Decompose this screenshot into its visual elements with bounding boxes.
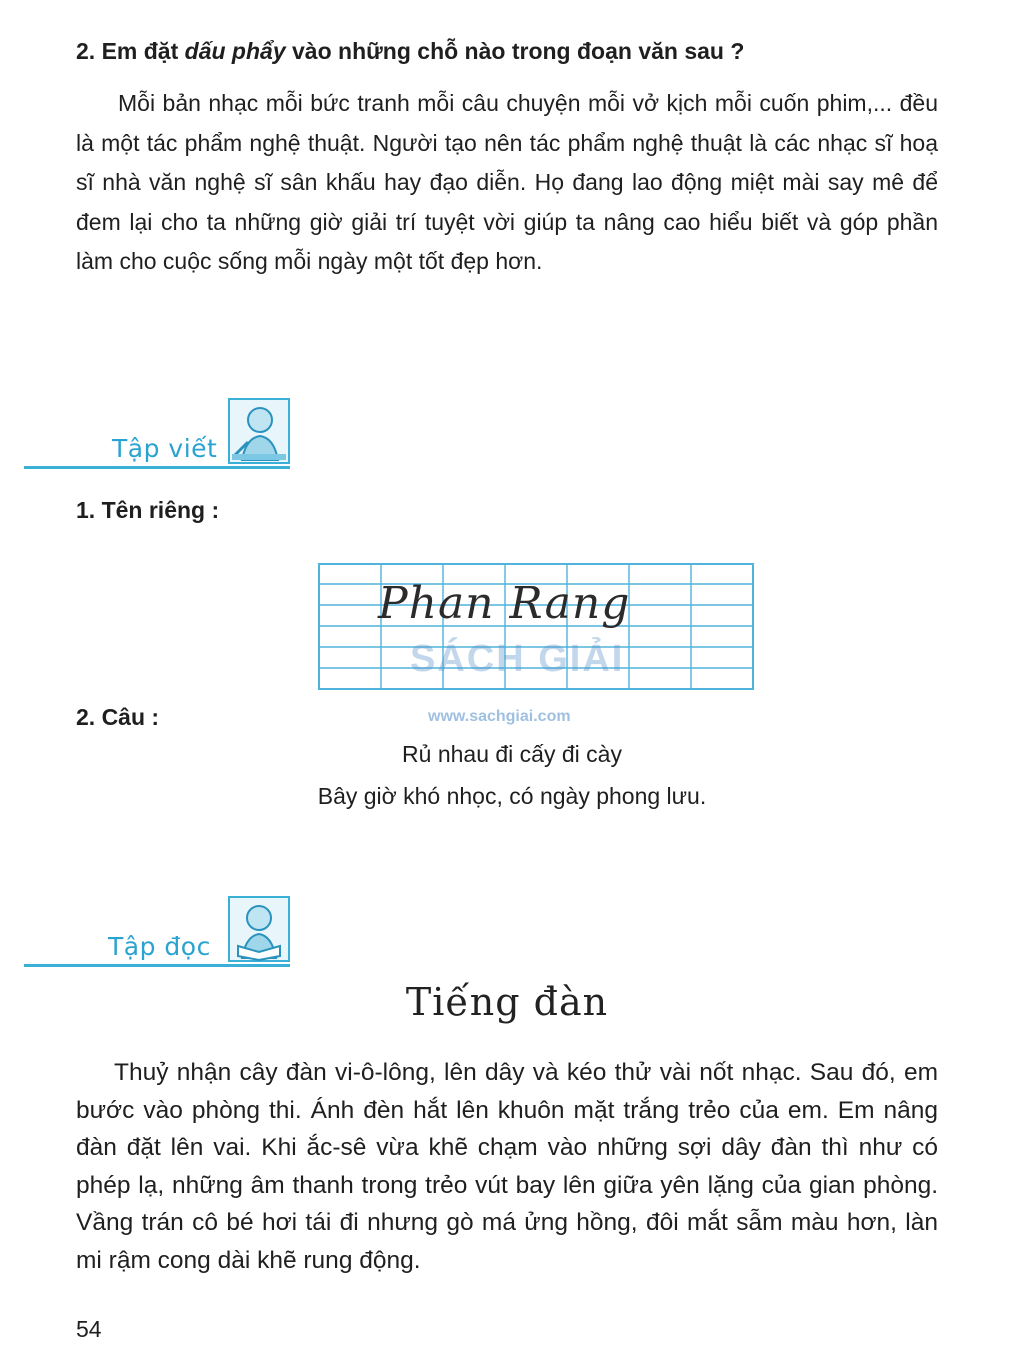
child-writing-icon <box>228 398 290 464</box>
exercise-2-title-prefix: 2. Em đặt <box>76 38 185 64</box>
poem-line-1: Rủ nhau đi cấy đi cày <box>402 741 622 767</box>
tap-viet-header <box>24 391 290 469</box>
watermark-logo: SÁCH GIẢI <box>410 638 625 680</box>
exercise-2-paragraph: Mỗi bản nhạc mỗi bức tranh mỗi câu chuyện mỗi vở kịch mỗi cuốn phim,... đều là một tác phẩm nghệ thuật. Người tạo nên tác phẩm nghệ thuật là các nhạc sĩ hoạ sĩ nhà văn nghệ sĩ sân khấu hay đạo diễn. Họ đang lao động miệt mài say mê để đem lại cho ta những giờ giải trí tuyệt vời giúp ta nâng cao hiểu biết và góp phần làm cho cuộc sống mỗi ngày một tốt đẹp hơn. <box>76 90 938 274</box>
cursive-sample-phan-rang: Phan Rang <box>378 578 631 629</box>
story-paragraph: Thuỷ nhận cây đàn vi-ô-lông, lên dây và kéo thử vài nốt nhạc. Sau đó, em bước vào phòng thi. Ánh đèn hắt lên khuôn mặt trắng trẻo của em. Em nâng đàn đặt lên vai. Khi ắc-sê vừa khẽ chạm vào những sợi dây đàn thì như có phép lạ, những âm thanh trong trẻo vút bay lên giữa yên lặng của gian phòng. Vầng trán cô bé hơi tái đi nhưng gò má ửng hồng, đôi mắt sẫm màu hơn, làn mi rậm cong dài khẽ rung động. <box>76 1059 938 1274</box>
exercise-2-title-suffix: vào những chỗ nào trong đoạn văn sau ? <box>285 38 745 64</box>
exercise-2-title-italic: dấu phẩy <box>184 38 286 64</box>
tap-viet-divider <box>24 466 290 469</box>
exercise-2-title <box>76 38 744 65</box>
tap-doc-divider <box>24 964 290 967</box>
poem-line-2: Bây giờ khó nhọc, có ngày phong lưu. <box>317 783 707 809</box>
tap-viet-item-2-label: 2. Câu : <box>76 704 160 730</box>
tap-doc-header <box>24 889 290 967</box>
tap-viet-label: Tập viết <box>112 434 218 463</box>
watermark-url: www.sachgiai.com <box>428 708 571 725</box>
tap-viet-item-1-label: 1. Tên riêng : <box>76 497 220 523</box>
story-title: Tiếng đàn <box>405 980 609 1024</box>
child-reading-icon <box>228 896 290 962</box>
page-number: 54 <box>76 1316 102 1342</box>
tap-doc-label: Tập đọc <box>108 932 211 961</box>
